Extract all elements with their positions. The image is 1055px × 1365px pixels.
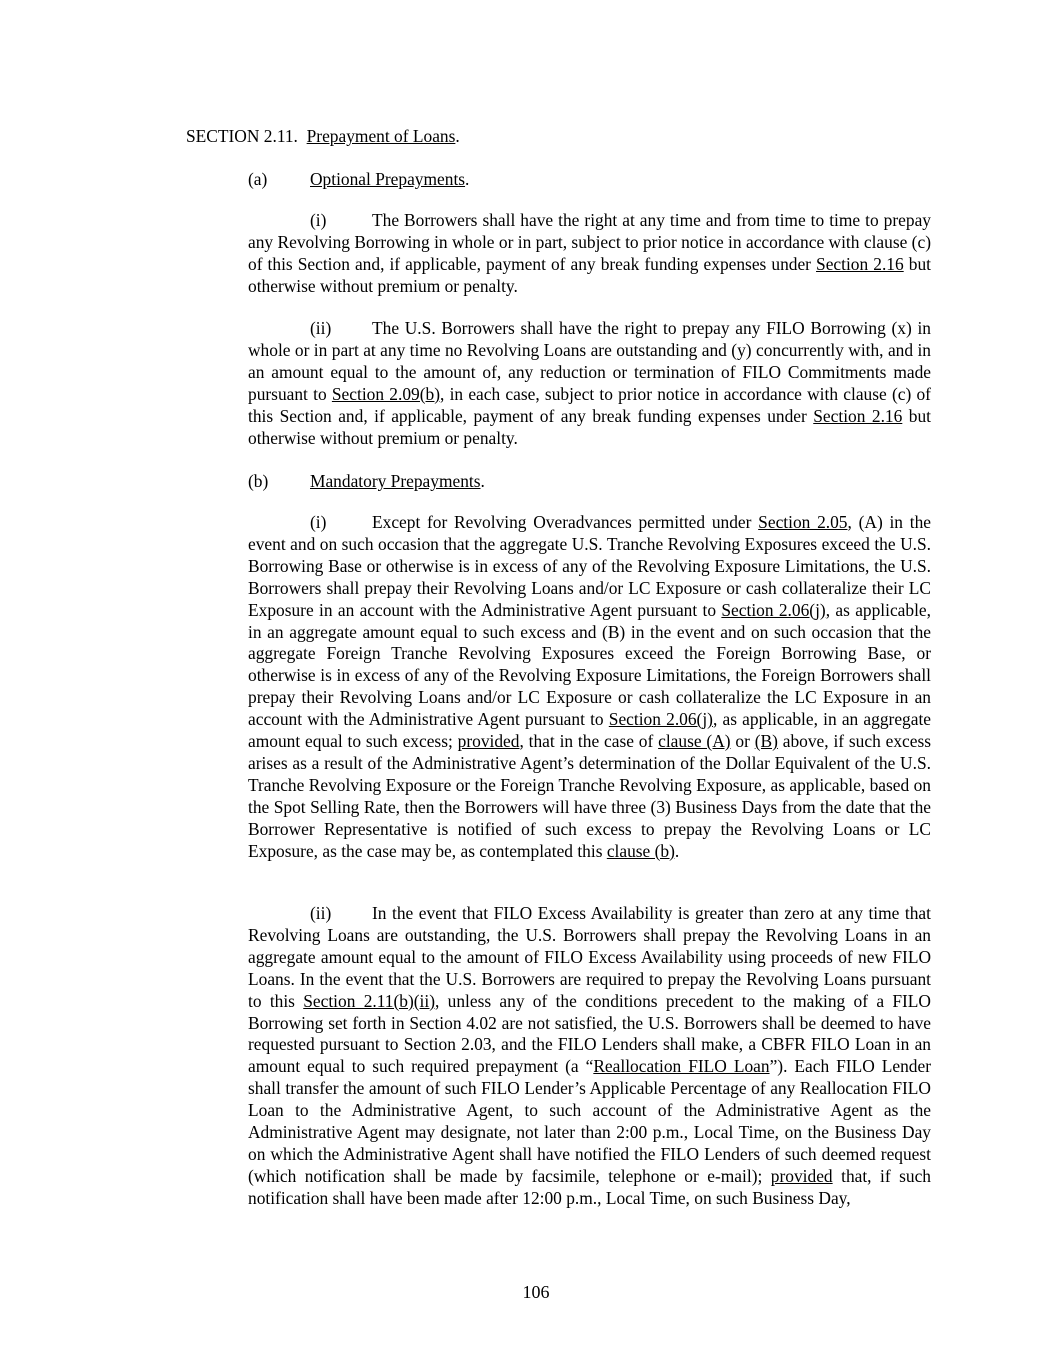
defined-term: Reallocation FILO Loan	[593, 1056, 770, 1077]
cross-reference: Section 2.16	[816, 253, 904, 274]
cross-reference: Section 2.05	[758, 512, 848, 532]
paragraph-text: .	[674, 840, 680, 861]
subsection-a-heading: (a) Optional Prepayments.	[248, 169, 470, 189]
paragraph-text: , as applicable, in an aggregate amount equal to such excess;	[248, 709, 931, 752]
subsection-a-title: Optional Prepayments	[310, 169, 466, 189]
subsection-b-heading: (b) Mandatory Prepayments.	[248, 471, 485, 491]
paragraph-a-ii-label: (ii)	[310, 318, 332, 338]
paragraph-text: that, if such notification shall have been made after 12:00 p.m., Local Time, on such Business Day,	[248, 1165, 931, 1208]
paragraph-b-i-label: (i)	[310, 512, 327, 532]
defined-term: provided	[770, 1165, 833, 1186]
defined-term: provided	[457, 731, 520, 752]
cross-reference: clause (A)	[658, 731, 731, 752]
paragraph-b-ii	[248, 903, 931, 1210]
subsection-a-label: (a)	[248, 169, 268, 189]
paragraph-text: , in each case, subject to prior notice in accordance with clause (c) of this Section and, if applicable, payment of any break funding expenses under	[248, 383, 931, 426]
paragraph-b-i	[248, 512, 931, 863]
paragraph-b-ii-label: (ii)	[310, 903, 332, 923]
paragraph-text: ”). Each FILO Lender shall transfer the amount of such FILO Lender’s Applicable Percentage of any Reallocation FILO Loan to the Administrative Agent, to such account of the Administrative Agent as the Administrative Agent may designate, not later than 2:00 p.m., Local Time, on the Business Day on which the Administrative Agent shall have notified the FILO Lenders of such deemed request (which notification shall be made by facsimile, telephone or e-mail);	[248, 1056, 931, 1186]
cross-reference: clause (b)	[606, 840, 675, 861]
paragraph-text: , (A) in the event and on such occasion that the aggregate U.S. Tranche Revolving Exposures exceed the U.S. Borrowing Base or otherwise is in excess of any of the Revolving Exposure Limitations, the U.S. Borrowers shall prepay their Revolving Loans and/or LC Exposure or cash collateralize their LC Exposure in an account with the Administrative Agent pursuant to	[248, 512, 931, 620]
paragraph-a-ii	[248, 318, 931, 449]
paragraph-text: , as applicable, in an aggregate amount equal to such excess and (B) in the event and on such occasion that the aggregate Foreign Tranche Revolving Exposures exceed the Foreign Borrowing Base, or otherwise is in excess of any of the Revolving Exposure Limitations, the Foreign Borrowers shall prepay their Revolving Loans and/or LC Exposure or cash collateralize the LC Exposure in an account with the Administrative Agent pursuant to	[248, 599, 931, 730]
paragraph-text: , that in the case of	[519, 731, 659, 752]
section-number: SECTION 2.11.	[186, 126, 298, 146]
paragraph-text: or	[730, 731, 755, 752]
paragraph-text: Except for Revolving Overadvances permitted under	[372, 512, 759, 532]
cross-reference: (B)	[754, 731, 778, 752]
subsection-b-label: (b)	[248, 471, 269, 491]
paragraph-text: The U.S. Borrowers shall have the right to prepay any FILO Borrowing (x) in whole or in part at any time no Revolving Loans are outstanding and (y) concurrently with, and in an amount equal to the amount of, any reduction or termination of FILO Commitments made pursuant to	[248, 318, 931, 404]
paragraph-a-i	[248, 210, 931, 298]
cross-reference: Section 2.06(j)	[608, 709, 713, 730]
section-heading: SECTION 2.11. Prepayment of Loans.	[186, 126, 460, 146]
cross-reference: Section 2.11(b)(ii)	[303, 990, 435, 1011]
subsection-b-title: Mandatory Prepayments	[310, 471, 481, 491]
paragraph-text: The Borrowers shall have the right at any time and from time to time to prepay any Revolving Borrowing in whole or in part, subject to prior notice in accordance with clause (c) of this Section and, if applicable, payment of any break funding expenses under	[248, 210, 931, 274]
page-number: 106	[522, 1282, 550, 1302]
paragraph-text: above, if such excess arises as a result of the Administrative Agent’s determination of the Dollar Equivalent of the U.S. Tranche Revolving Exposure or the Foreign Tranche Revolving Exposure, as applicable, based on the Spot Selling Rate, then the Borrowers will have three (3) Business Days from the date that the Borrower Representative is notified of such excess to prepay the Revolving Loans or LC Exposure, as the case may be, as contemplated this	[248, 731, 932, 861]
paragraph-text: In the event that FILO Excess Availability is greater than zero at any time that Revolving Loans are outstanding, the U.S. Borrowers shall prepay the Revolving Loans in an aggregate amount equal to the amount of FILO Excess Availability using proceeds of new FILO Loans. In the event that the U.S. Borrowers are required to prepay the Revolving Loans pursuant to this	[248, 903, 931, 1011]
paragraph-a-i-label: (i)	[310, 210, 327, 230]
paragraph-text: , unless any of the conditions precedent to the making of a FILO Borrowing set forth in Section 4.02 are not satisfied, the U.S. Borrowers shall be deemed to have requested pursuant to Section 2.03, and the FILO Lenders shall make, a CBFR FILO Loan in an amount equal to such required prepayment (a “	[248, 990, 931, 1077]
paragraph-text: but otherwise without premium or penalty.	[248, 405, 931, 448]
section-title: Prepayment of Loans	[306, 126, 456, 146]
cross-reference: Section 2.09(b)	[331, 383, 440, 404]
paragraph-text: but otherwise without premium or penalty.	[248, 253, 931, 296]
cross-reference: Section 2.06(j)	[721, 599, 826, 620]
cross-reference: Section 2.16	[813, 405, 903, 426]
